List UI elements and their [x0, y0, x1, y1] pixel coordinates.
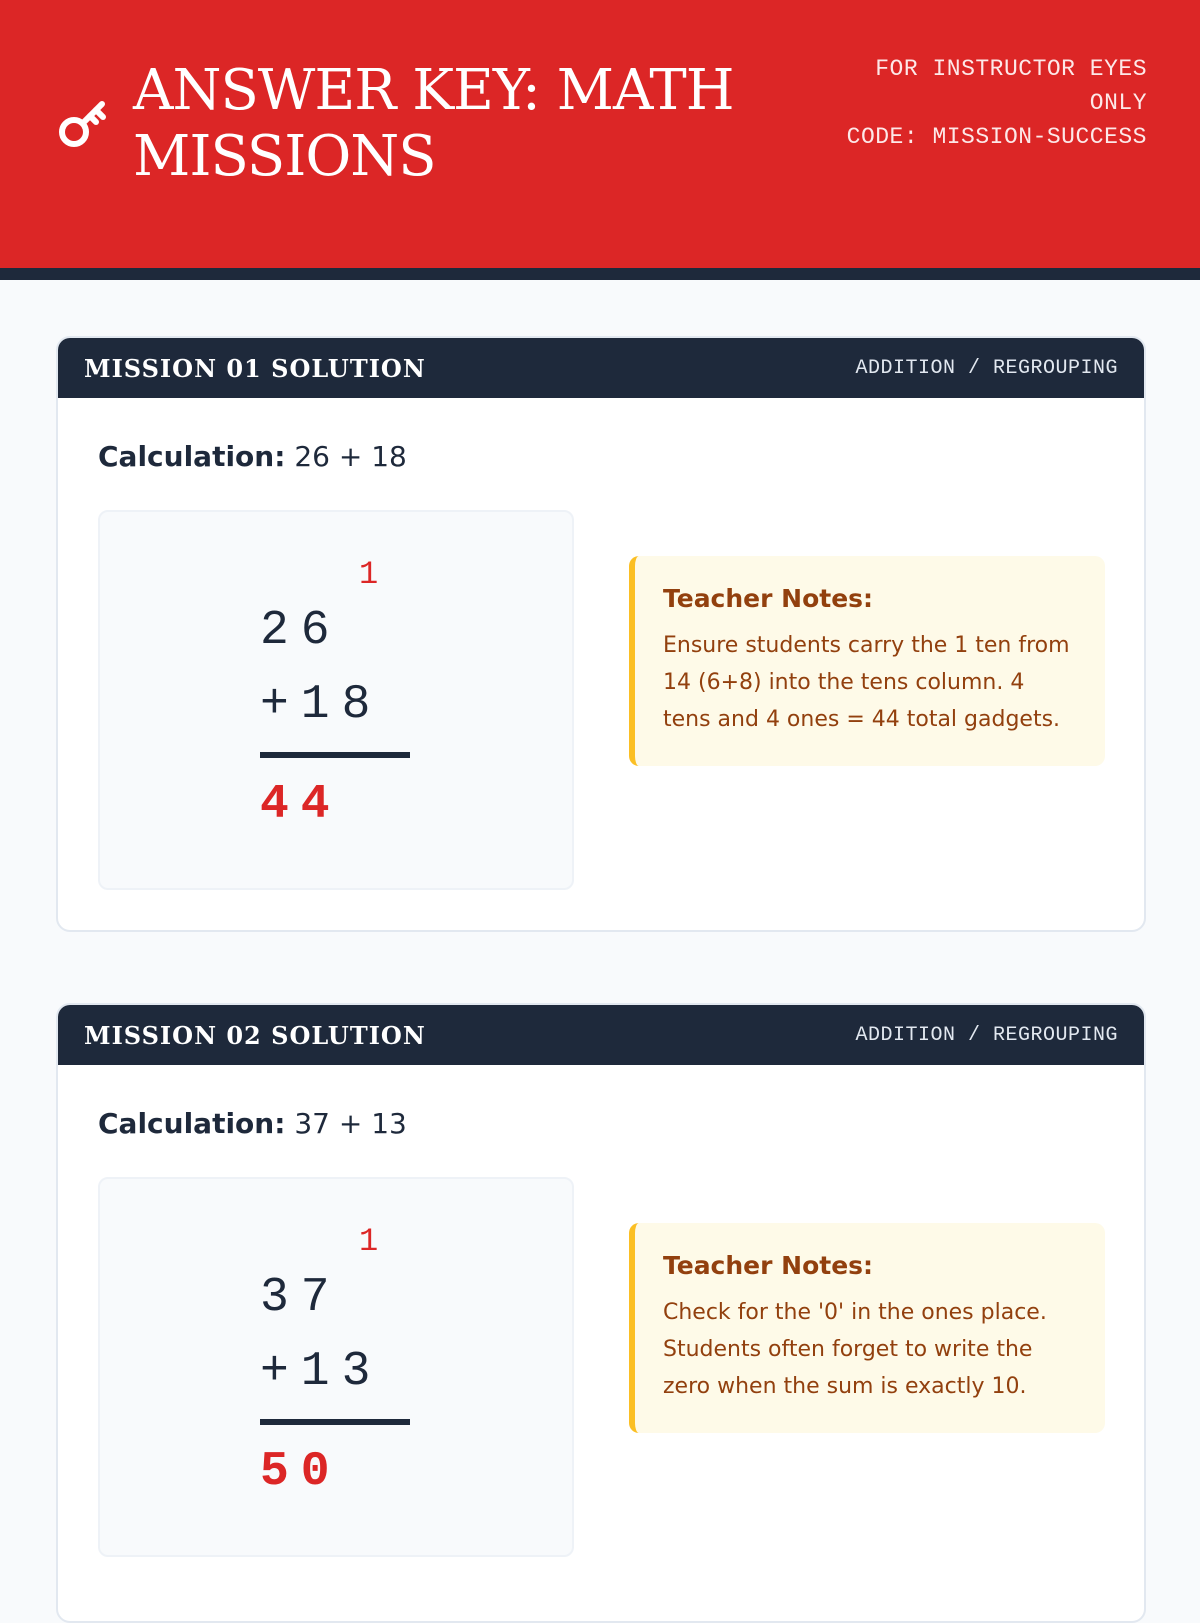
- access-code: CODE: MISSION-SUCCESS: [846, 124, 1147, 150]
- bottom-addend: +18: [260, 678, 383, 732]
- answer-sum: 44: [260, 778, 342, 832]
- calculation-expression: 26 + 18: [294, 440, 407, 473]
- teacher-notes-body: Check for the '0' in the ones place. Students often forget to write the zero when the sum is exactly 10.: [663, 1300, 1047, 1399]
- teacher-notes-title: Teacher Notes:: [663, 584, 874, 613]
- calculation-label: Calculation:: [98, 440, 286, 473]
- teacher-notes: [629, 1223, 1105, 1433]
- carry-digit: 1: [359, 556, 379, 593]
- mission-title: MISSION 01 SOLUTION: [84, 353, 426, 383]
- sum-line: [260, 1419, 410, 1425]
- page-title: ANSWER KEY: MATH MISSIONS: [133, 58, 734, 189]
- mission-card-header: [58, 1005, 1144, 1065]
- header-divider: [0, 268, 1200, 280]
- mission-card: [56, 336, 1146, 932]
- mission-card-header: [58, 338, 1144, 398]
- calculation-label: Calculation:: [98, 1107, 286, 1140]
- teacher-notes-body: Ensure students carry the 1 ten from 14 (6+8) into the tens column. 4 tens and 4 ones = 44 total gadgets.: [663, 633, 1070, 732]
- instructor-info: [827, 52, 1147, 154]
- mission-tag: ADDITION / REGROUPING: [855, 1023, 1118, 1047]
- bottom-addend: +13: [260, 1345, 383, 1399]
- teacher-notes-title: Teacher Notes:: [663, 1251, 874, 1280]
- column-addition-work: [98, 510, 574, 890]
- mission-tag: ADDITION / REGROUPING: [855, 356, 1118, 380]
- instructor-label: FOR INSTRUCTOR EYES ONLY: [875, 56, 1147, 116]
- calculation-expression: 37 + 13: [294, 1107, 407, 1140]
- calculation-line: [98, 440, 407, 473]
- answer-sum: 50: [260, 1445, 342, 1499]
- mission-card: [56, 1003, 1146, 1623]
- key-icon: [56, 94, 112, 150]
- header-banner: [0, 0, 1200, 268]
- sum-line: [260, 752, 410, 758]
- carry-digit: 1: [359, 1223, 379, 1260]
- top-addend: 37: [260, 1271, 342, 1325]
- mission-title: MISSION 02 SOLUTION: [84, 1020, 426, 1050]
- column-addition-work: [98, 1177, 574, 1557]
- teacher-notes: [629, 556, 1105, 766]
- top-addend: 26: [260, 604, 342, 658]
- calculation-line: [98, 1107, 407, 1140]
